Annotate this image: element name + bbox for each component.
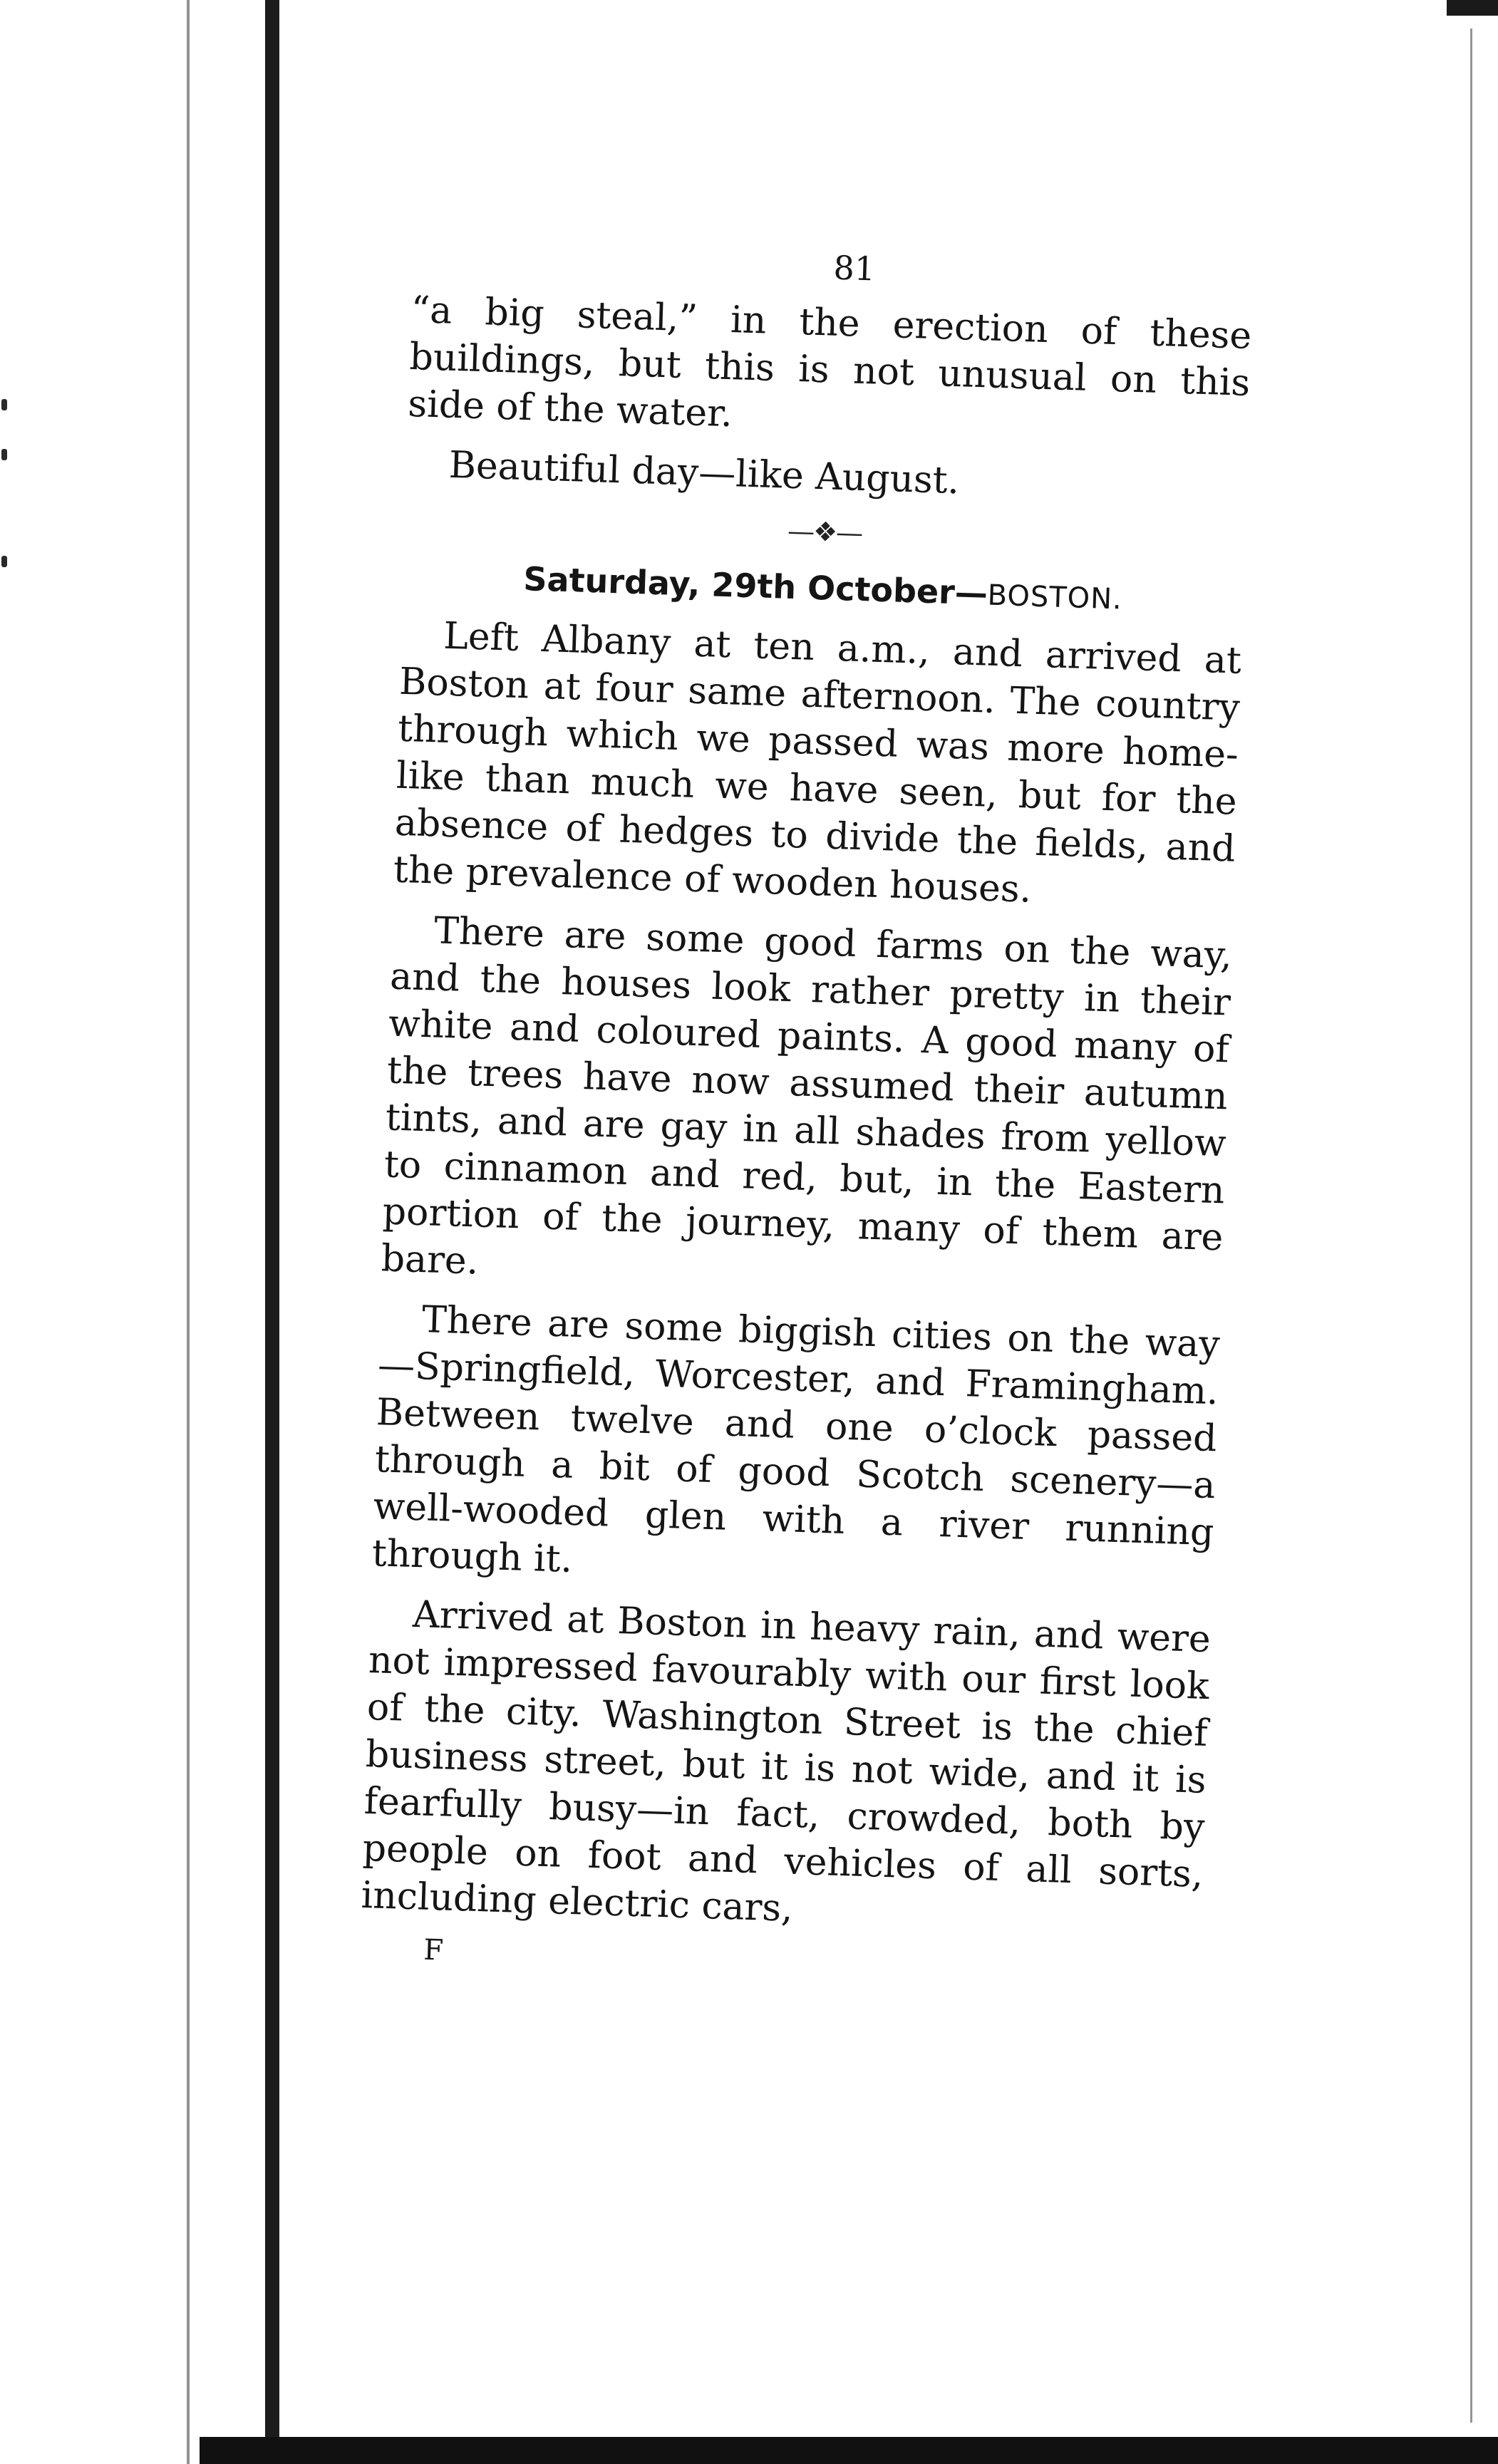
book-edge-line [187,0,190,2464]
paragraph: Beautiful day—like August. [448,443,961,503]
paragraph: Left Albany at ten a.m., and arrived at Boston at four same afternoon. The country through which we passed was more home-like than much we have seen, but for the absence of hedges to divide the fields, and the prevalence of wooden houses. [393,614,1242,911]
entry-date: Saturday, 29th October— [522,559,988,613]
paragraph: Arrived at Boston in heavy rain, and were not impressed favourably with our first look of the city. Washington Street is the chief business street, but it is not wide, and it is fearfully busy—in fact, crowded, both by people on foot and vehicles of all sorts, including electric cars, [360,1593,1212,1930]
binding-mark [1,556,7,567]
paragraph: “a big steal,” in the erection of these buildings, but this is not unusual on this side of the water. [407,288,1253,436]
scan-corner-mark [1447,0,1498,16]
paragraph: There are some good farms on the way, and the houses look rather pretty in their white and coloured paints. A good many of the trees have now assumed their autumn tints, and are gay in all shades from yellow to cinnamon and red, but, in the Eastern portion of the journey, many of them are bare. [380,909,1233,1283]
entry-place: BOSTON. [986,579,1123,616]
binding-mark [1,449,7,460]
page-right-edge [1470,29,1472,2423]
signature-mark: F [423,1933,444,1967]
scan-bottom-band [200,2437,1498,2464]
binding-mark [1,399,7,410]
page-number: 81 [832,248,876,289]
section-ornament: —❖— [787,514,862,549]
paragraph: There are some biggish cities on the way—Springfield, Worcester, and Framingham. Between twelve and one o’clock passed through a bit of good Scotch scenery—a well-wooded glen with a river running through it. [371,1298,1221,1581]
diary-entry-heading [402,556,1244,621]
book-page [359,235,1254,1991]
book-binding-shadow [265,0,279,2464]
scan-margin [0,0,257,2464]
